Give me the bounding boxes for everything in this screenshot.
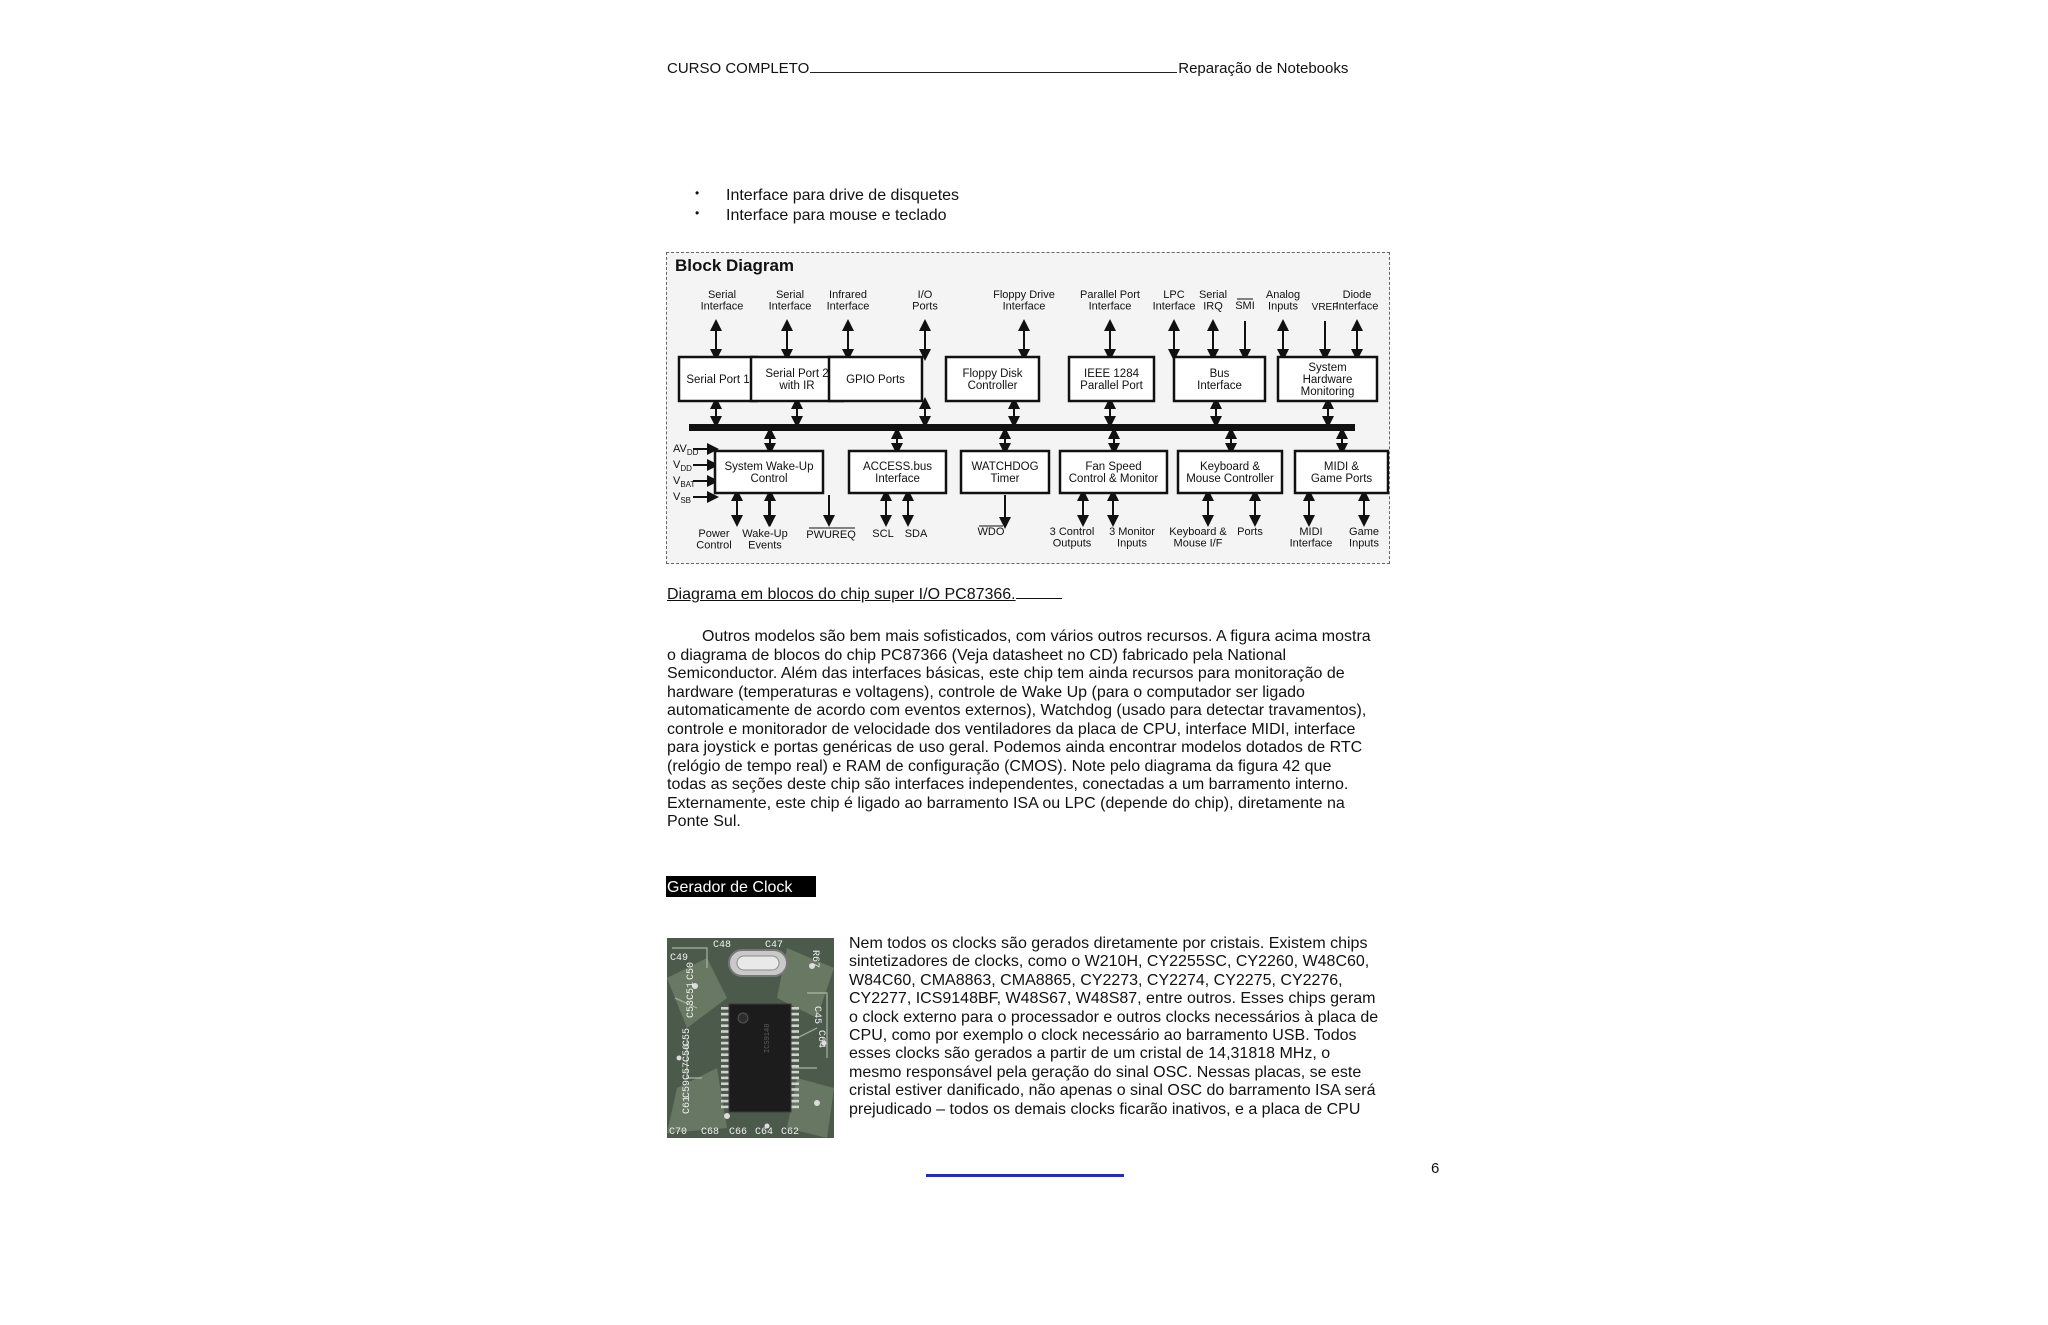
game-inputs-label: Game Inputs [1349, 526, 1379, 550]
list-item: • Interface para drive de disquetes [695, 186, 959, 206]
serial-interface-label-1: Serial Interface [700, 289, 744, 313]
infrared-interface-label: Infrared Interface [826, 289, 870, 313]
photo-silkscreen-label: C51 [686, 981, 697, 1000]
lpc-interface-label: LPC Interface [1152, 289, 1196, 313]
block-diagram [666, 252, 1390, 564]
serial-irq-label: Serial IRQ [1198, 289, 1228, 313]
header-book-title: Reparação de Notebooks [1178, 60, 1349, 77]
system-hardware-monitoring-block-label: System Hardware Monitoring [1300, 362, 1355, 398]
block-diagram-svg [667, 253, 1389, 563]
photo-silkscreen-label: C64 [815, 1030, 826, 1049]
fan-speed-block-label: Fan Speed Control & Monitor [1068, 461, 1159, 485]
bus-interface-block-label: Bus Interface [1197, 368, 1242, 392]
photo-silkscreen-label: C45 [811, 1006, 822, 1025]
svg-text:ICS9148: ICS9148 [764, 1023, 772, 1053]
control-outputs-label: 3 Control Outputs [1049, 526, 1095, 550]
io-ports-label: I/O Ports [912, 289, 938, 313]
diode-interface-label: Diode Interface [1335, 289, 1379, 313]
analog-inputs-label: Analog Inputs [1265, 289, 1301, 313]
serial-port-1-block-label: Serial Port 1 [686, 374, 750, 386]
ports-label: Ports [1237, 526, 1263, 538]
internal-bus-bar [689, 424, 1355, 431]
pwureq-label: PWUREQ [806, 529, 856, 541]
clock-chip-photo [667, 938, 834, 1138]
monitor-inputs-label: 3 Monitor Inputs [1109, 526, 1155, 550]
photo-silkscreen-label: C70 [669, 1127, 688, 1138]
photo-silkscreen-label: C64 [755, 1127, 774, 1138]
keyboard-mouse-block-label: Keyboard & Mouse Controller [1186, 461, 1274, 485]
wakeup-events-label: Wake-Up Events [742, 528, 788, 552]
header-rule [810, 72, 1177, 73]
scl-label: SCL [872, 528, 894, 540]
floppy-drive-interface-label: Floppy Drive Interface [993, 289, 1055, 313]
caption-text: Diagrama em blocos do chip super I/O PC87366. [667, 586, 1016, 603]
side-input-label: $V_{SB}$ [673, 491, 692, 505]
photo-silkscreen-label: C61 [682, 1095, 693, 1114]
header-course-title: CURSO COMPLETO [667, 60, 810, 77]
page-number: 6 [1431, 1160, 1440, 1177]
vref-label: VREF [1311, 302, 1339, 313]
diagram-title: Block Diagram [675, 256, 795, 275]
photo-silkscreen-label: C53 [686, 999, 697, 1018]
page-header [667, 60, 1349, 77]
figure-caption [667, 586, 1062, 604]
side-input-label: $V_{BAT}$ [673, 475, 696, 489]
photo-silkscreen-label: C50 [686, 961, 697, 980]
access-bus-block-label: ACCESS.bus Interface [862, 461, 933, 485]
sda-label: SDA [904, 528, 928, 540]
photo-silkscreen-label: C68 [701, 1127, 720, 1138]
list-item: • Interface para mouse e teclado [695, 206, 959, 226]
keyboard-mouse-if-label: Keyboard & Mouse I/F [1169, 526, 1227, 550]
footer-link-rule[interactable] [926, 1174, 1124, 1177]
ieee-1284-block-label: IEEE 1284 Parallel Port [1080, 368, 1143, 392]
photo-silkscreen-label: C62 [781, 1127, 800, 1138]
photo-silkscreen-label: C56 [682, 1043, 693, 1062]
wakeup-control-block-label: System Wake-Up Control [724, 461, 814, 485]
side-input-label: $AV_{DD}$ [673, 443, 699, 457]
watchdog-timer-block-label: WATCHDOG Timer [971, 461, 1039, 485]
bullet-list [695, 186, 959, 226]
gpio-ports-block-label: GPIO Ports [846, 374, 905, 386]
power-control-label: Power Control [696, 528, 732, 552]
photo-silkscreen-label: C59 [682, 1079, 693, 1098]
clock-paragraph: Nem todos os clocks são gerados diretamente por cristais. Existem chips sintetizadores de clocks, como o W210H, CY2255SC, CY2260, W48C60, W84C60, CMA8863, CMA8865, CY2273, CY2274, CY2275, CY2276, CY2277, ICS9148BF, W48S67, W48S87, entre outros. Esses chips geram o clock externo para o processador e outros clocks necessários à placa de CPU, como por exemplo o clock necessário ao barramento USB. Todos esses clocks são gerados a partir de um cristal de 14,31818 MHz, o mesmo responsável pela geração do sinal OSC. Nessas placas, se este cristal estiver danificado, não apenas o sinal OSC do barramento ISA será prejudicado – todos os demais clocks ficarão inativos, e a placa de CPU [849, 935, 1379, 1118]
photo-silkscreen-label: C47 [765, 940, 784, 951]
photo-silkscreen-label: C48 [713, 940, 732, 951]
smi-label: SMI [1235, 300, 1255, 312]
serial-interface-label-2: Serial Interface [768, 289, 812, 313]
photo-silkscreen-label: C49 [670, 953, 689, 964]
photo-silkscreen-label: C57 [682, 1061, 693, 1080]
parallel-port-interface-label: Parallel Port Interface [1080, 289, 1140, 313]
caption-underline [1016, 598, 1062, 599]
section-heading: Gerador de Clock [666, 876, 816, 897]
midi-game-ports-block-label: MIDI & Game Ports [1310, 461, 1373, 485]
midi-interface-label: MIDI Interface [1289, 526, 1333, 550]
floppy-disk-controller-block-label: Floppy Disk Controller [962, 368, 1023, 392]
side-input-label: $V_{DD}$ [673, 459, 692, 473]
photo-silkscreen-label: C55 [682, 1027, 693, 1046]
serial-port-2-block-label: Serial Port 2 with IR [765, 368, 829, 392]
photo-silkscreen-label: C66 [729, 1127, 748, 1138]
body-paragraph: Outros modelos são bem mais sofisticados, com vários outros recursos. A figura acima mostra o diagrama de blocos do chip PC87366 (Veja datasheet no CD) fabricado pela National Semiconductor. Além das interfaces básicas, este chip tem ainda recursos para monitoração de hardware (temperaturas e voltagens), controle de Wake Up (para o computador ser ligado automaticamente de acordo com eventos externos), Watchdog (usado para detectar travamentos), controle e monitorador de velocidade dos ventiladores da placa de CPU, interface MIDI, interface para joystick e portas genéricas de uso geral. Podemos ainda encontrar modelos dotados de RTC (relógio de tempo real) e RAM de configuração (CMOS). Note pelo diagrama da figura 42 que todas as seções deste chip são interfaces independentes, conectadas a um barramento interno. Externamente, este chip é ligado ao barramento ISA ou LPC (depende do chip), diretamente na Ponte Sul. [667, 628, 1371, 830]
photo-silkscreen-label: R67 [809, 950, 820, 969]
wdo-label: WDO [977, 526, 1005, 538]
